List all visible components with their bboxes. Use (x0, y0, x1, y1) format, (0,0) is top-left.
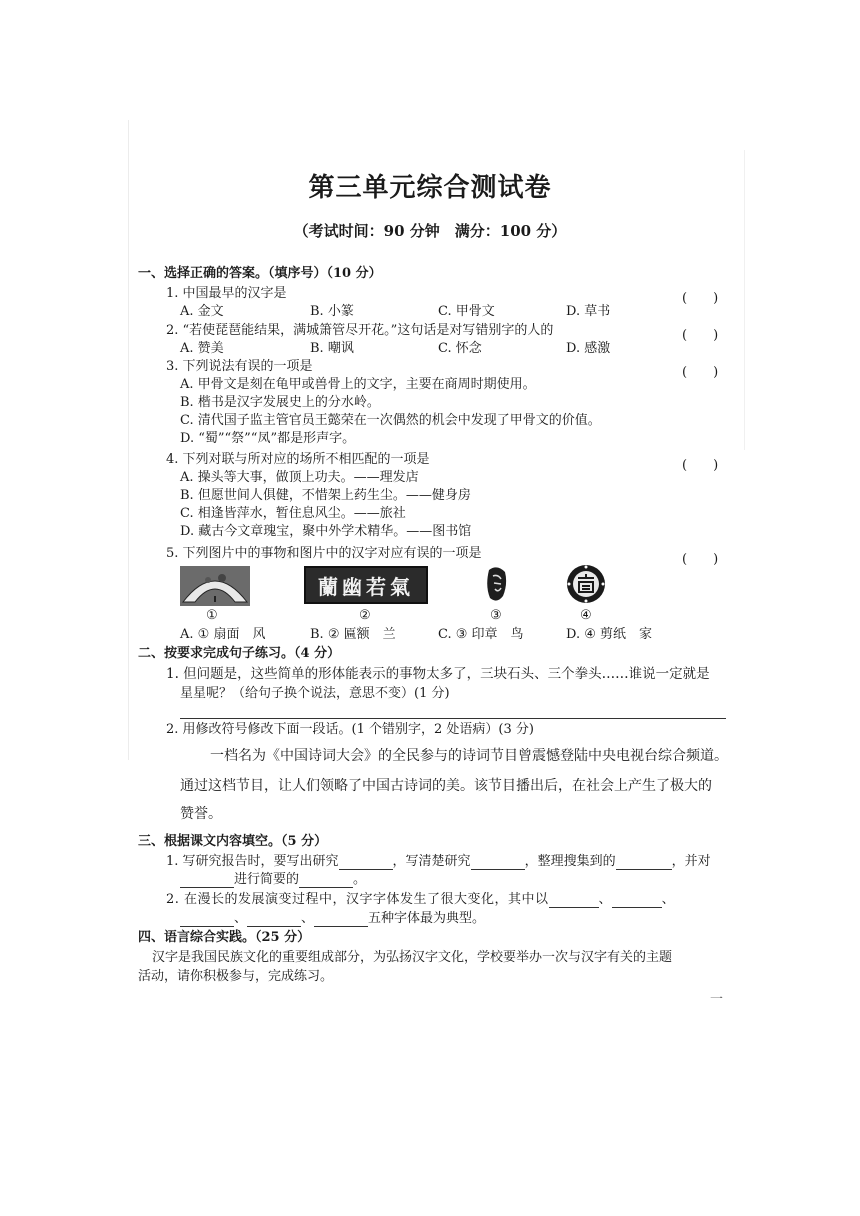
q1-option-c[interactable]: C. 甲骨文 (438, 304, 495, 319)
q5-option-c[interactable]: C. ③ 印章 鸟 (438, 627, 524, 642)
scan-edge-left (128, 120, 129, 760)
s2-q2-para-2: 通过这档节目，让人们领略了中国古诗词的美。该节目播出后，在社会上产生了极大的 (180, 778, 712, 794)
s3-q1-line1 (166, 854, 711, 870)
s3-q2-blank-5[interactable] (314, 912, 368, 927)
s3-q1-text-a: 1. 写研究报告时，要写出研究 (166, 854, 339, 869)
q5-answer-paren[interactable]: ( ) (682, 552, 719, 567)
q4-stem: 4. 下列对联与所对应的场所不相匹配的一项是 (166, 452, 430, 467)
s3-q2-line2 (180, 911, 485, 927)
q3-option-a[interactable]: A. 甲骨文是刻在龟甲或兽骨上的文字，主要在商周时期使用。 (180, 377, 536, 392)
q2-stem: 2. “若使琵琶能结果，满城箫管尽开花。”这句话是对写错别字的人的 (166, 323, 554, 338)
s2-q1-line1: 1. 但问题是，这些简单的形体能表示的事物太多了，三块石头、三个拳头……谁说一定就是 (166, 666, 710, 682)
s4-para-line1: 汉字是我国民族文化的重要组成部分，为弘扬汉字文化，学校要举办一次与汉字有关的主题 (152, 950, 673, 965)
s3-q2-sep-4: 、 (301, 911, 315, 926)
q5-image-label-1: ① (206, 608, 218, 623)
plaque-image (304, 566, 428, 604)
q2-option-d[interactable]: D. 感激 (566, 341, 611, 356)
s3-q2-text-a: 2. 在漫长的发展演变过程中，汉字字体发生了很大变化，其中以 (166, 892, 549, 907)
s3-q2-text-end: 五种字体最为典型。 (368, 911, 486, 926)
section-4-header: 四、语言综合实践。（25 分） (138, 930, 311, 945)
q1-option-b[interactable]: B. 小篆 (310, 304, 354, 319)
q5-image-label-2: ② (359, 608, 371, 623)
s3-q1-blank-3[interactable] (616, 855, 672, 870)
section-1-header: 一、选择正确的答案。（填序号）（10 分） (138, 266, 382, 281)
s3-q1-text-c: ，整理搜集到的 (524, 854, 616, 869)
s3-q2-blank-2[interactable] (612, 893, 662, 908)
s3-q1-text-b: ，写清楚研究 (392, 854, 471, 869)
q5-option-a[interactable]: A. ① 扇面 风 (180, 627, 266, 642)
s3-q1-text-d: ，并对 (671, 854, 711, 869)
q3-answer-paren[interactable]: ( ) (682, 365, 719, 380)
s3-q2-line1 (166, 892, 675, 908)
papercut-image (566, 564, 606, 604)
s4-para-line2: 活动，请你积极参与，完成练习。 (138, 969, 334, 984)
q5-option-d[interactable]: D. ④ 剪纸 家 (566, 627, 653, 642)
s3-q2-blank-1[interactable] (549, 893, 599, 908)
page-subtitle: （考试时间：90 分钟 满分：100 分） (293, 222, 567, 240)
section-2-header: 二、按要求完成句子练习。（4 分） (138, 646, 341, 661)
q3-option-b[interactable]: B. 楷书是汉字发展史上的分水岭。 (180, 395, 380, 410)
fan-image (180, 566, 250, 606)
q3-option-d[interactable]: D. “蜀”“祭”“凤”都是形声字。 (180, 431, 356, 446)
q2-answer-paren[interactable]: ( ) (682, 328, 719, 343)
q5-image-label-3: ③ (490, 608, 502, 623)
page-title: 第三单元综合测试卷 (308, 173, 552, 203)
s3-q1-text-f: 。 (353, 872, 367, 887)
s2-q1-line2: 星星呢？（给句子换个说法，意思不变）(1 分) (180, 686, 450, 701)
section-3-header: 三、根据课文内容填空。（5 分） (138, 834, 328, 849)
s2-q1-answer-line[interactable] (180, 718, 726, 719)
s2-q2-stem: 2. 用修改符号修改下面一段话。(1 个错别字，2 处语病）(3 分) (166, 722, 534, 737)
s3-q2-sep-1: 、 (598, 892, 612, 907)
q2-option-c[interactable]: C. 怀念 (438, 341, 482, 356)
s3-q2-sep-3: 、 (234, 911, 248, 926)
q3-option-c[interactable]: C. 清代国子监主管官员王懿荣在一次偶然的机会中发现了甲骨文的价值。 (180, 413, 601, 428)
plaque-text: 蘭幽若氣 (318, 574, 414, 599)
s2-q2-para-3: 赞誉。 (180, 806, 222, 822)
s3-q2-sep-2: 、 (661, 892, 675, 907)
s2-q2-para-1: 一档名为《中国诗词大会》的全民参与的诗词节目曾震憾登陆中央电视台综合频道。 (210, 748, 728, 764)
s3-q1-blank-4[interactable] (180, 873, 234, 888)
q1-stem: 1. 中国最早的汉字是 (166, 286, 287, 301)
q5-stem: 5. 下列图片中的事物和图片中的汉字对应有误的一项是 (166, 546, 482, 561)
s3-q2-blank-4[interactable] (247, 912, 301, 927)
q4-answer-paren[interactable]: ( ) (682, 458, 719, 473)
q5-image-label-4: ④ (580, 608, 592, 623)
q1-answer-paren[interactable]: ( ) (682, 291, 719, 306)
q2-option-a[interactable]: A. 赞美 (180, 341, 224, 356)
q4-option-b[interactable]: B. 但愿世间人俱健，不惜架上药生尘。——健身房 (180, 488, 471, 503)
s3-q1-blank-5[interactable] (299, 873, 353, 888)
q3-stem: 3. 下列说法有误的一项是 (166, 359, 313, 374)
s3-q1-blank-2[interactable] (471, 855, 525, 870)
s3-q1-blank-1[interactable] (339, 855, 393, 870)
q1-option-a[interactable]: A. 金文 (180, 304, 224, 319)
s3-q1-text-e: 进行简要的 (234, 872, 300, 887)
seal-image (486, 566, 508, 604)
page-number-mark: 一 (710, 992, 724, 1007)
q4-option-c[interactable]: C. 相逢皆萍水，暂住息风尘。——旅社 (180, 506, 406, 521)
q1-option-d[interactable]: D. 草书 (566, 304, 611, 319)
s3-q2-blank-3[interactable] (180, 912, 234, 927)
s3-q1-line2 (180, 872, 366, 888)
q4-option-d[interactable]: D. 藏古今文章瑰宝，聚中外学术精华。——图书馆 (180, 524, 472, 539)
q4-option-a[interactable]: A. 操头等大事，做顶上功夫。——理发店 (180, 470, 419, 485)
q2-option-b[interactable]: B. 嘲讽 (310, 341, 354, 356)
q5-option-b[interactable]: B. ② 匾额 兰 (310, 627, 396, 642)
